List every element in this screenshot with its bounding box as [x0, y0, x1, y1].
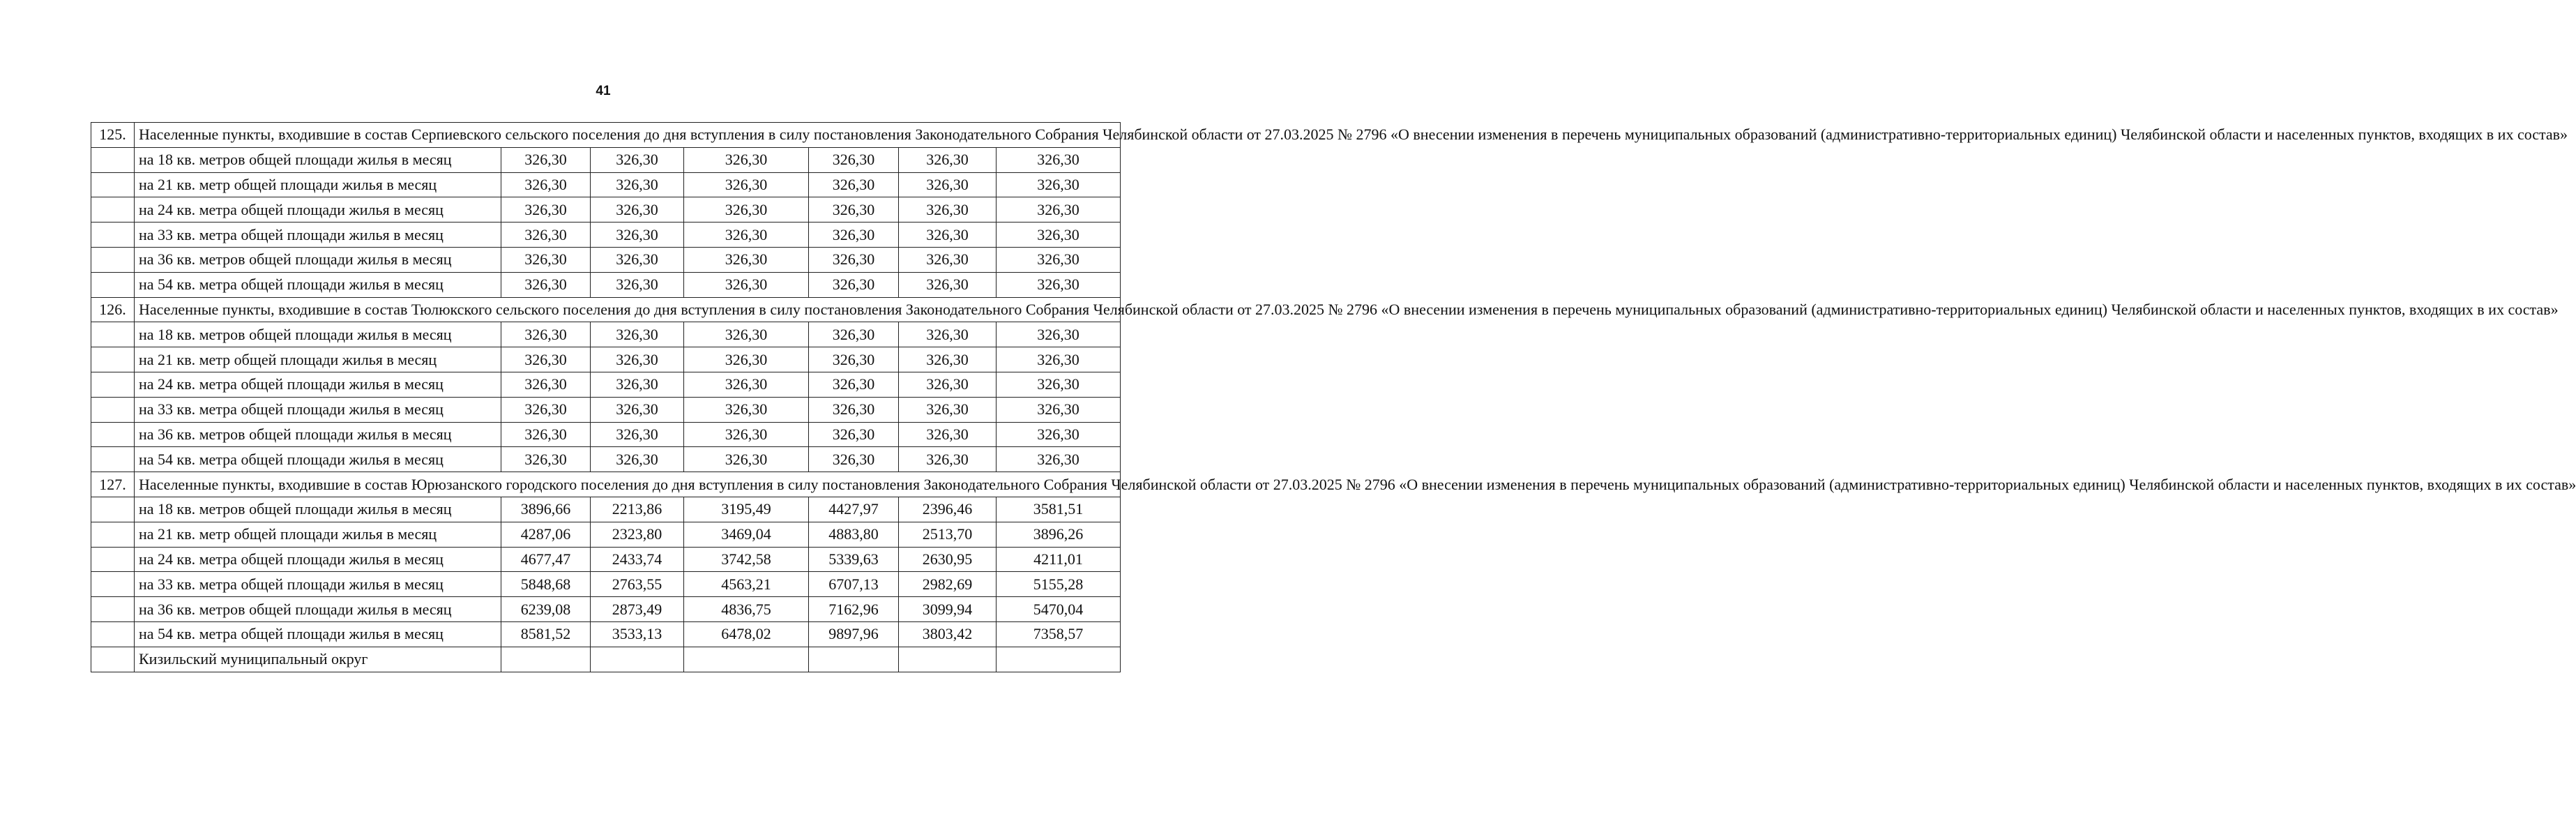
value-cell: 326,30 [591, 247, 684, 272]
page-number: 41 [596, 84, 611, 98]
table-row [91, 172, 1121, 197]
value-cell: 326,30 [591, 347, 684, 372]
value-cell: 326,30 [899, 322, 997, 347]
value-cell: 2323,80 [591, 522, 684, 547]
value-cell: 326,30 [899, 422, 997, 447]
value-cell: 3581,51 [997, 497, 1121, 522]
value-cell: 326,30 [501, 197, 591, 223]
district-label: Кизильский муниципальный округ [135, 647, 501, 672]
empty-value-cell [501, 647, 591, 672]
value-cell: 9897,96 [809, 621, 899, 647]
table-row [91, 572, 1121, 597]
table-row [91, 397, 1121, 422]
value-cell: 326,30 [899, 447, 997, 472]
value-cell: 326,30 [899, 397, 997, 422]
value-cell: 4287,06 [501, 522, 591, 547]
value-cell: 326,30 [809, 223, 899, 248]
value-cell: 326,30 [809, 322, 899, 347]
value-cell: 326,30 [899, 147, 997, 172]
value-cell: 326,30 [899, 197, 997, 223]
value-cell: 326,30 [997, 397, 1121, 422]
table-body [91, 123, 2576, 672]
empty-number-cell [91, 597, 135, 622]
row-label: на 36 кв. метров общей площади жилья в месяц [135, 247, 501, 272]
table-row [91, 497, 1121, 522]
value-cell: 326,30 [809, 422, 899, 447]
value-cell: 326,30 [684, 172, 809, 197]
value-cell: 3896,66 [501, 497, 591, 522]
value-cell: 326,30 [809, 447, 899, 472]
value-cell: 4563,21 [684, 572, 809, 597]
section-title: Населенные пункты, входившие в состав Серпиевского сельского поселения до дня вступления в силу постановления Законодательного Собрания Челябинской области от 27.03.2025 № 2796 «О внесении изменения в перечень муниципальных образований (административно-территориальных единиц) Челябинской области и населенных пунктов, входящих в их состав» [135, 123, 1121, 148]
value-cell: 5155,28 [997, 572, 1121, 597]
empty-number-cell [91, 223, 135, 248]
value-cell: 326,30 [501, 172, 591, 197]
value-cell: 326,30 [684, 272, 809, 297]
row-label: на 33 кв. метра общей площади жилья в месяц [135, 223, 501, 248]
row-label: на 21 кв. метр общей площади жилья в месяц [135, 172, 501, 197]
value-cell: 326,30 [997, 172, 1121, 197]
value-cell: 326,30 [684, 197, 809, 223]
value-cell: 4427,97 [809, 497, 899, 522]
row-label: на 36 кв. метров общей площади жилья в месяц [135, 422, 501, 447]
row-label: на 36 кв. метров общей площади жилья в месяц [135, 597, 501, 622]
value-cell: 4836,75 [684, 597, 809, 622]
value-cell: 4883,80 [809, 522, 899, 547]
table-row [91, 422, 1121, 447]
section-header-row [91, 123, 1121, 148]
value-cell: 326,30 [591, 147, 684, 172]
value-cell: 326,30 [501, 223, 591, 248]
tariff-table [91, 122, 2576, 672]
section-number: 127. [91, 472, 135, 497]
empty-number-cell [91, 397, 135, 422]
value-cell: 326,30 [809, 397, 899, 422]
value-cell: 326,30 [997, 272, 1121, 297]
value-cell: 4677,47 [501, 547, 591, 572]
value-cell: 326,30 [591, 172, 684, 197]
value-cell: 7358,57 [997, 621, 1121, 647]
empty-value-cell [899, 647, 997, 672]
row-label: на 54 кв. метра общей площади жилья в месяц [135, 272, 501, 297]
value-cell: 326,30 [684, 347, 809, 372]
value-cell: 2396,46 [899, 497, 997, 522]
table-row [91, 621, 1121, 647]
value-cell: 6707,13 [809, 572, 899, 597]
empty-value-cell [684, 647, 809, 672]
value-cell: 3742,58 [684, 547, 809, 572]
value-cell: 326,30 [591, 447, 684, 472]
value-cell: 4211,01 [997, 547, 1121, 572]
district-row [91, 647, 1121, 672]
empty-number-cell [91, 147, 135, 172]
value-cell: 3533,13 [591, 621, 684, 647]
value-cell: 3469,04 [684, 522, 809, 547]
empty-number-cell [91, 647, 135, 672]
empty-number-cell [91, 272, 135, 297]
value-cell: 7162,96 [809, 597, 899, 622]
value-cell: 326,30 [501, 247, 591, 272]
empty-value-cell [809, 647, 899, 672]
empty-number-cell [91, 197, 135, 223]
row-label: на 21 кв. метр общей площади жилья в месяц [135, 522, 501, 547]
empty-value-cell [997, 647, 1121, 672]
value-cell: 326,30 [591, 197, 684, 223]
row-label: на 18 кв. метров общей площади жилья в месяц [135, 147, 501, 172]
section-number: 126. [91, 297, 135, 322]
value-cell: 326,30 [809, 272, 899, 297]
value-cell: 326,30 [591, 422, 684, 447]
value-cell: 326,30 [501, 447, 591, 472]
value-cell: 326,30 [501, 147, 591, 172]
value-cell: 326,30 [997, 347, 1121, 372]
table-row [91, 522, 1121, 547]
value-cell: 326,30 [809, 247, 899, 272]
value-cell: 326,30 [684, 372, 809, 397]
value-cell: 326,30 [809, 172, 899, 197]
row-label: на 24 кв. метра общей площади жилья в месяц [135, 547, 501, 572]
value-cell: 326,30 [684, 397, 809, 422]
value-cell: 326,30 [684, 322, 809, 347]
value-cell: 326,30 [997, 223, 1121, 248]
value-cell: 5470,04 [997, 597, 1121, 622]
table-row [91, 197, 1121, 223]
value-cell: 326,30 [684, 422, 809, 447]
empty-number-cell [91, 372, 135, 397]
value-cell: 326,30 [684, 147, 809, 172]
table-row [91, 223, 1121, 248]
value-cell: 326,30 [591, 322, 684, 347]
row-label: на 24 кв. метра общей площади жилья в месяц [135, 197, 501, 223]
row-label: на 24 кв. метра общей площади жилья в месяц [135, 372, 501, 397]
section-header-row [91, 472, 1121, 497]
value-cell: 326,30 [997, 247, 1121, 272]
empty-number-cell [91, 497, 135, 522]
section-title: Населенные пункты, входившие в состав Юрюзанского городского поселения до дня вступления в силу постановления Законодательного Собрания Челябинской области от 27.03.2025 № 2796 «О внесении изменения в перечень муниципальных образований (административно-территориальных единиц) Челябинской области и населенных пунктов, входящих в их состав» [135, 472, 1121, 497]
value-cell: 326,30 [501, 322, 591, 347]
value-cell: 326,30 [684, 447, 809, 472]
table-row [91, 322, 1121, 347]
value-cell: 2213,86 [591, 497, 684, 522]
empty-number-cell [91, 572, 135, 597]
empty-number-cell [91, 547, 135, 572]
empty-number-cell [91, 522, 135, 547]
empty-number-cell [91, 322, 135, 347]
value-cell: 326,30 [899, 347, 997, 372]
value-cell: 3803,42 [899, 621, 997, 647]
value-cell: 326,30 [997, 447, 1121, 472]
table-row [91, 147, 1121, 172]
row-label: на 54 кв. метра общей площади жилья в месяц [135, 621, 501, 647]
value-cell: 326,30 [997, 147, 1121, 172]
table-row [91, 347, 1121, 372]
value-cell: 326,30 [809, 372, 899, 397]
value-cell: 326,30 [997, 372, 1121, 397]
row-label: на 54 кв. метра общей площади жилья в месяц [135, 447, 501, 472]
value-cell: 326,30 [501, 372, 591, 397]
value-cell: 3195,49 [684, 497, 809, 522]
value-cell: 326,30 [809, 147, 899, 172]
empty-value-cell [591, 647, 684, 672]
empty-number-cell [91, 621, 135, 647]
value-cell: 326,30 [501, 397, 591, 422]
value-cell: 326,30 [899, 272, 997, 297]
empty-number-cell [91, 347, 135, 372]
value-cell: 326,30 [501, 347, 591, 372]
empty-number-cell [91, 172, 135, 197]
value-cell: 326,30 [997, 322, 1121, 347]
value-cell: 2630,95 [899, 547, 997, 572]
row-label: на 21 кв. метр общей площади жилья в месяц [135, 347, 501, 372]
empty-number-cell [91, 447, 135, 472]
section-header-row [91, 297, 1121, 322]
value-cell: 326,30 [899, 247, 997, 272]
value-cell: 3896,26 [997, 522, 1121, 547]
table-row [91, 547, 1121, 572]
row-label: на 18 кв. метров общей площади жилья в месяц [135, 322, 501, 347]
value-cell: 2982,69 [899, 572, 997, 597]
section-number: 125. [91, 123, 135, 148]
row-label: на 18 кв. метров общей площади жилья в месяц [135, 497, 501, 522]
value-cell: 326,30 [501, 422, 591, 447]
row-label: на 33 кв. метра общей площади жилья в месяц [135, 397, 501, 422]
value-cell: 8581,52 [501, 621, 591, 647]
value-cell: 326,30 [684, 223, 809, 248]
value-cell: 326,30 [591, 397, 684, 422]
table-row [91, 447, 1121, 472]
empty-number-cell [91, 247, 135, 272]
value-cell: 326,30 [899, 172, 997, 197]
value-cell: 326,30 [591, 223, 684, 248]
value-cell: 326,30 [997, 422, 1121, 447]
table-row [91, 597, 1121, 622]
value-cell: 6239,08 [501, 597, 591, 622]
value-cell: 5848,68 [501, 572, 591, 597]
empty-number-cell [91, 422, 135, 447]
value-cell: 326,30 [684, 247, 809, 272]
value-cell: 2763,55 [591, 572, 684, 597]
value-cell: 6478,02 [684, 621, 809, 647]
value-cell: 326,30 [809, 347, 899, 372]
value-cell: 326,30 [997, 197, 1121, 223]
value-cell: 326,30 [591, 372, 684, 397]
table-row [91, 247, 1121, 272]
value-cell: 326,30 [591, 272, 684, 297]
value-cell: 3099,94 [899, 597, 997, 622]
value-cell: 326,30 [899, 372, 997, 397]
value-cell: 5339,63 [809, 547, 899, 572]
value-cell: 2873,49 [591, 597, 684, 622]
value-cell: 326,30 [501, 272, 591, 297]
table-row [91, 272, 1121, 297]
value-cell: 326,30 [899, 223, 997, 248]
section-title: Населенные пункты, входившие в состав Тюлюкского сельского поселения до дня вступления в силу постановления Законодательного Собрания Челябинской области от 27.03.2025 № 2796 «О внесении изменения в перечень муниципальных образований (административно-территориальных единиц) Челябинской области и населенных пунктов, входящих в их состав» [135, 297, 1121, 322]
value-cell: 2433,74 [591, 547, 684, 572]
row-label: на 33 кв. метра общей площади жилья в месяц [135, 572, 501, 597]
table-row [91, 372, 1121, 397]
value-cell: 326,30 [809, 197, 899, 223]
value-cell: 2513,70 [899, 522, 997, 547]
